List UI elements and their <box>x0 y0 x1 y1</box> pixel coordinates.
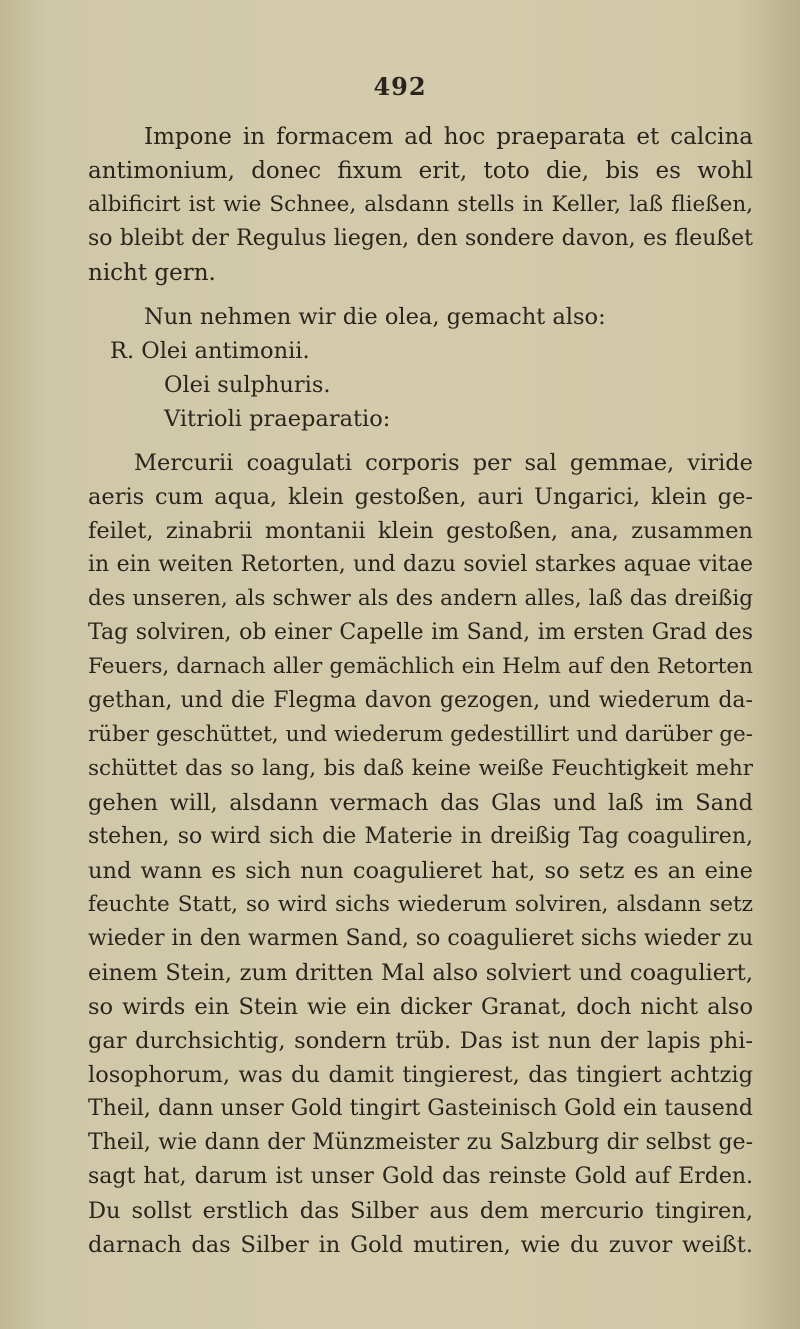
text-line: darnach das Silber in Gold mutiren, wie du zuvor weißt. <box>88 1232 753 1258</box>
text-line: Nun nehmen wir die olea, gemacht also: <box>144 304 606 330</box>
text-line: in ein weiten Retorten, und dazu soviel starkes aquae vitae <box>88 552 753 577</box>
text-line: stehen, so wird sich die Materie in dreißig Tag coaguliren, <box>88 824 753 849</box>
text-line: so wirds ein Stein wie ein dicker Granat, doch nicht also <box>88 994 753 1020</box>
text-line: aeris cum aqua, klein gestoßen, auri Ungarici, klein ge- <box>88 484 753 510</box>
page-body <box>88 120 753 1262</box>
text-line: Feuers, darnach aller gemächlich ein Helm auf den Retorten <box>88 654 753 679</box>
text-line: einem Stein, zum dritten Mal also solviert und coaguliert, <box>88 960 753 986</box>
recipe-line: R. Olei antimonii. <box>110 338 310 364</box>
text-line: albificirt ist wie Schnee, alsdann stells in Keller, laß fließen, <box>88 192 753 217</box>
text-line: Tag solviren, ob einer Capelle im Sand, im ersten Grad des <box>88 620 753 645</box>
text-line: feilet, zinabrii montanii klein gestoßen, ana, zusammen <box>88 518 753 544</box>
text-line: des unseren, als schwer als des andern alles, laß das dreißig <box>88 586 753 611</box>
text-line: Theil, wie dann der Münzmeister zu Salzburg dir selbst ge- <box>88 1130 753 1155</box>
text-line: Theil, dann unser Gold tingirt Gasteinisch Gold ein tausend <box>88 1096 753 1121</box>
text-line: gehen will, alsdann vermach das Glas und laß im Sand <box>88 790 753 816</box>
text-line: sagt hat, darum ist unser Gold das reinste Gold auf Erden. <box>88 1164 753 1189</box>
text-line: Mercurii coagulati corporis per sal gemmae, viride <box>134 450 753 476</box>
text-line: Du sollst erstlich das Silber aus dem mercurio tingiren, <box>88 1198 753 1224</box>
text-line: nicht gern. <box>88 260 216 286</box>
text-line: feuchte Statt, so wird sichs wiederum solviren, alsdann setz <box>88 892 753 917</box>
recipe-line: Vitrioli praeparatio: <box>164 406 391 432</box>
text-line: losophorum, was du damit tingierest, das tingiert achtzig <box>88 1062 753 1088</box>
text-line: schüttet das so lang, bis daß keine weiße Feuchtigkeit mehr <box>88 756 753 781</box>
text-line: und wann es sich nun coagulieret hat, so setz es an eine <box>88 858 753 884</box>
text-line: so bleibt der Regulus liegen, den sondere davon, es fleußet <box>88 226 753 251</box>
text-line: wieder in den warmen Sand, so coagulieret sichs wieder zu <box>88 926 753 951</box>
text-line: rüber geschüttet, und wiederum gedestillirt und darüber ge- <box>88 722 753 747</box>
text-line: gethan, und die Flegma davon gezogen, und wiederum da- <box>88 688 753 713</box>
text-line: Impone in formacem ad hoc praeparata et calcina <box>144 124 753 150</box>
text-line: gar durchsichtig, sondern trüb. Das ist nun der lapis phi- <box>88 1028 753 1054</box>
page-number: 492 <box>373 72 427 101</box>
text-line: antimonium, donec fixum erit, toto die, bis es wohl <box>88 158 753 184</box>
recipe-line: Olei sulphuris. <box>164 372 331 398</box>
